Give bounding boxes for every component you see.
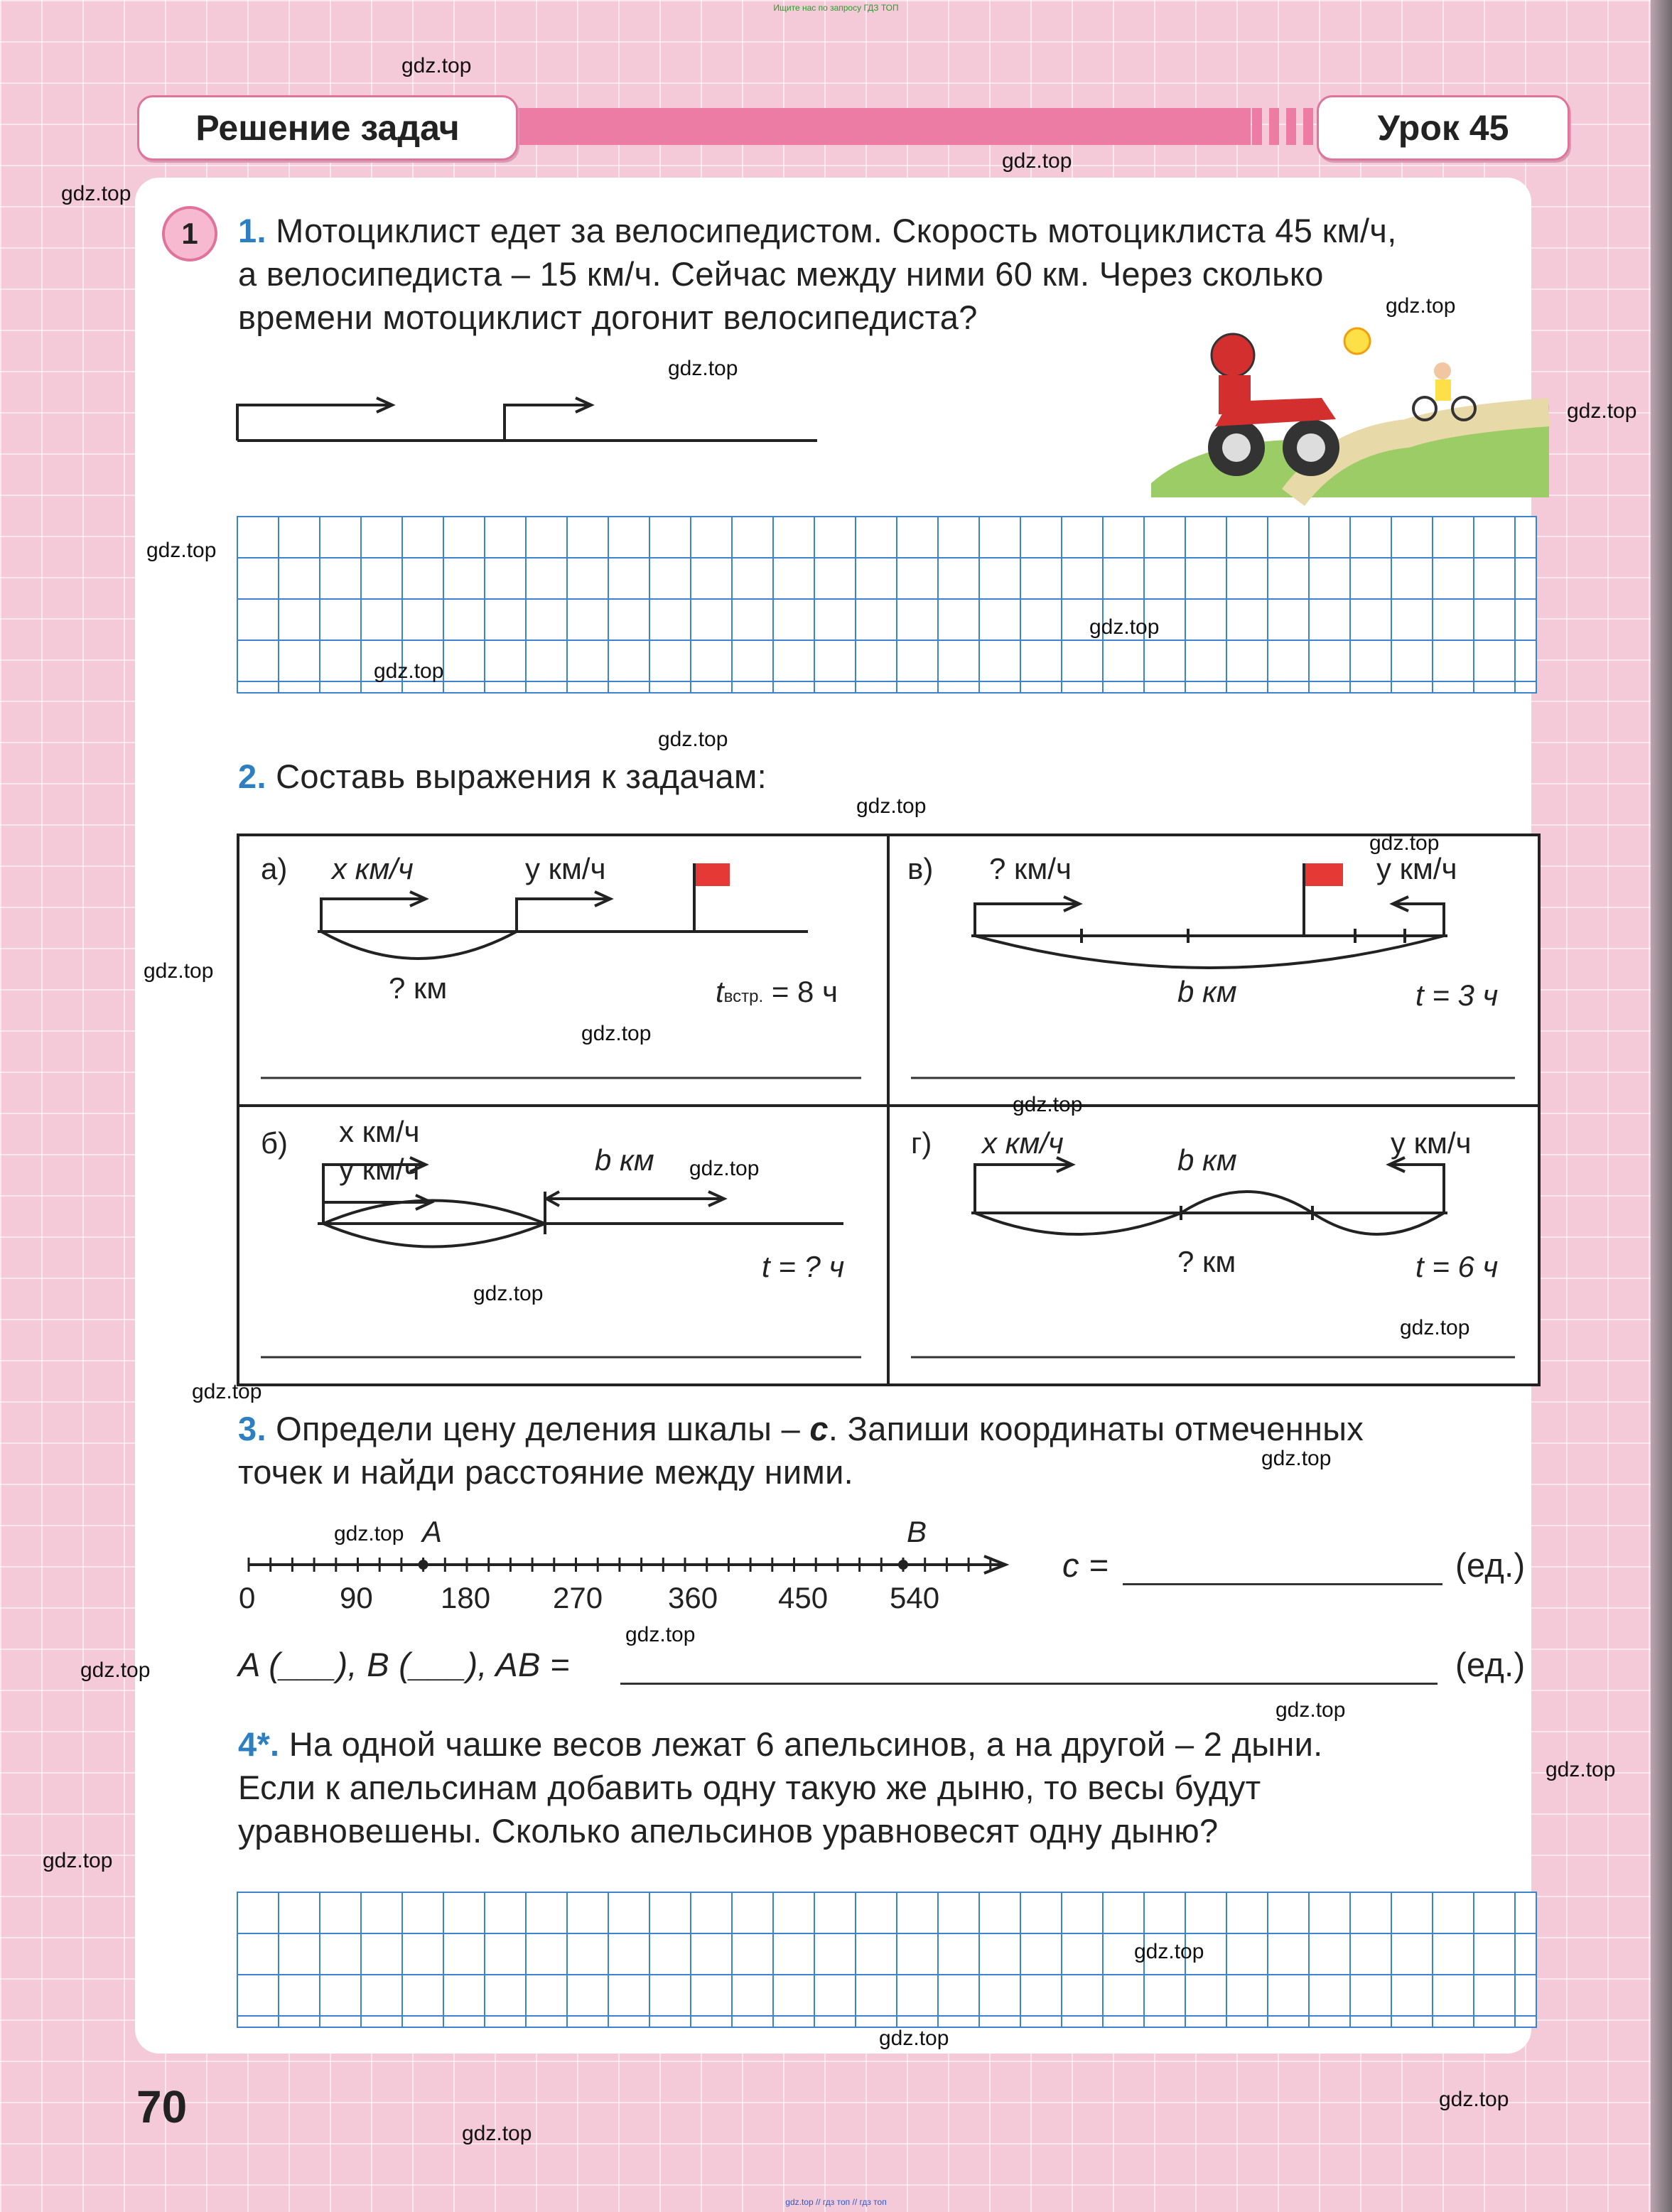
problem-b-distance: b км [595,1143,654,1177]
task1-number: 1. [238,212,266,249]
c-answer-line[interactable] [1123,1583,1442,1585]
point-b-label: B [907,1515,927,1548]
watermark: gdz.top [1013,1093,1083,1116]
watermark: gdz.top [1567,399,1637,423]
header-stripes [1252,108,1316,145]
task1-line-1 [238,209,1538,252]
problem-a-speed1: x км/ч [332,852,414,885]
watermark: gdz.top [1546,1758,1616,1781]
c-units: (ед.) [1455,1546,1526,1584]
tick-label-180: 180 [441,1581,491,1614]
problem-g-speed2: y км/ч [1391,1126,1472,1160]
task4-line-2: Если к апельсинам добавить одну такую же дыню, то весы будут [238,1769,1261,1806]
watermark: gdz.top [581,1022,652,1045]
task1-line-3: времени мотоциклист догонит велосипедиста? [238,298,978,336]
watermark: gdz.top [61,182,131,205]
task4 [238,1722,1538,1852]
page-binding [1651,0,1672,2212]
problem-g-speed1: x км/ч [982,1126,1064,1160]
tick-label-90: 90 [340,1581,373,1614]
watermark: gdz.top [43,1849,113,1872]
watermark: gdz.top [146,539,217,562]
watermark: gdz.top [1275,1698,1346,1722]
watermark: gdz.top [1134,1940,1204,1963]
top-note: Ищите нас по запросу ГДЗ ТОП [773,3,899,13]
problem-b-speed2: y км/ч [339,1153,420,1186]
problem-b-time: t = ? ч [762,1250,845,1283]
watermark: gdz.top [856,794,927,818]
watermark: gdz.top [473,1282,544,1305]
watermark: gdz.top [334,1522,404,1545]
problem-v-letter: в) [907,852,934,885]
problem-v-distance: b км [1177,975,1237,1008]
task4-number: 4*. [238,1725,280,1763]
page-number: 70 [136,2081,188,2132]
task1-line-2: а велосипедиста – 15 км/ч. Сейчас между ними 60 км. Через сколько [238,255,1324,293]
point-b-marker [898,1560,908,1570]
watermark: gdz.top [192,1380,262,1403]
watermark: gdz.top [1261,1447,1332,1470]
problem-v-speed1: ? км/ч [989,852,1072,885]
task3-line-1: 3. Определи цену деления шкалы – c. Запиши координаты отмеченных [238,1410,1364,1447]
problem-a-distance: ? км [389,971,448,1005]
watermark: gdz.top [1439,2088,1509,2111]
task2-number: 2. [238,757,266,795]
watermark: gdz.top [658,728,728,751]
watermark: gdz.top [625,1623,696,1646]
watermark: gdz.top [144,959,214,983]
distance-units: (ед.) [1455,1646,1526,1683]
task4-line-1: 4*. На одной чашке весов лежат 6 апельсинов, а на другой – 2 дыни. [238,1725,1323,1763]
problem-g-diagram [239,836,1538,1383]
task3 [238,1407,1538,1494]
section-badge: 1 [162,206,217,261]
motorcyclist-illustration [1151,320,1549,497]
problem-g-time: t = 6 ч [1415,1250,1499,1283]
watermark: gdz.top [1369,831,1440,855]
watermark: gdz.top [401,54,472,77]
tick-label-270: 270 [553,1581,603,1614]
lesson-label: Урок 45 [1317,95,1570,161]
problem-g-letter: г) [911,1126,932,1160]
coordinates-answer-label: A (___), B (___), AB = [238,1646,570,1683]
watermark: gdz.top [668,357,738,380]
watermark: gdz.top [1089,615,1160,639]
watermark: gdz.top [1386,294,1456,318]
watermark: gdz.top [1002,149,1072,173]
problem-v-time: t = 3 ч [1415,978,1499,1012]
tick-label-360: 360 [668,1581,718,1614]
watermark: gdz.top [80,1658,151,1682]
tick-label-450: 450 [778,1581,829,1614]
watermark: gdz.top [1400,1316,1470,1339]
tick-label-540: 540 [890,1581,940,1614]
point-a-marker [419,1560,428,1570]
c-label: c = [1062,1546,1109,1584]
distance-answer-line[interactable] [620,1683,1438,1685]
task3-line-2: точек и найди расстояние между ними. [238,1453,854,1491]
tick-label-0: 0 [239,1581,256,1614]
task2 [238,755,1538,798]
problem-a-letter: а) [261,852,288,885]
watermark: gdz.top [689,1157,760,1180]
bottom-note: gdz.top // гдз топ // гдз топ [785,2197,887,2207]
task2-panel [237,833,1541,1386]
problem-g-distance: ? км [1177,1245,1236,1278]
task4-line-3: уравновешены. Сколько апельсинов уравновесят одну дыню? [238,1812,1219,1850]
answer-grid-task4[interactable] [237,1892,1537,2028]
task2-text: Составь выражения к задачам: [276,757,767,795]
watermark: gdz.top [462,2122,532,2145]
problem-a-speed2: y км/ч [525,852,606,885]
header-bar [512,108,1251,145]
problem-b-letter: б) [261,1126,288,1160]
task1-text-1: Мотоциклист едет за велосипедистом. Скорость мотоциклиста 45 км/ч, [276,212,1397,249]
point-a-label: A [422,1515,443,1548]
problem-v-speed2: y км/ч [1376,852,1457,885]
problem-a-time: tвстр. = 8 ч [716,975,838,1008]
watermark: gdz.top [374,659,444,683]
problem-b-speed1: x км/ч [339,1115,420,1148]
watermark: gdz.top [879,2027,949,2050]
task3-number: 3. [238,1410,266,1447]
header-title: Решение задач [137,95,518,161]
problem-g-distance-top: b км [1177,1143,1237,1177]
task1-scheme [234,391,838,448]
